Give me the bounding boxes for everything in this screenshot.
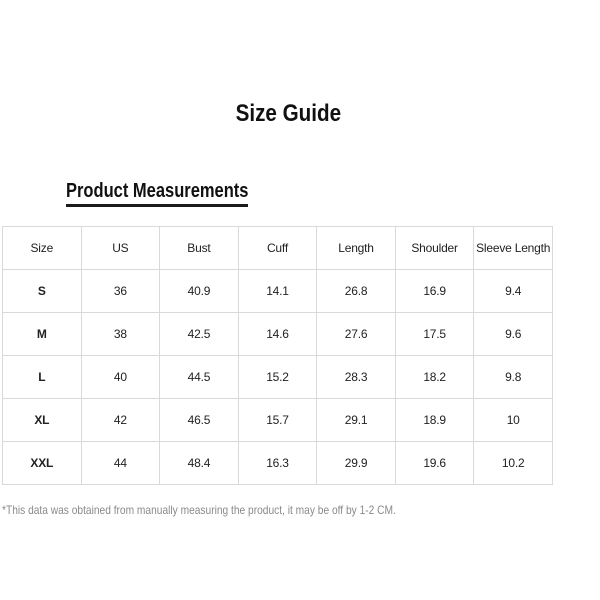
- shoulder-cell: 16.9: [395, 270, 474, 313]
- length-cell: 29.9: [317, 442, 396, 485]
- sleeve-length-cell: 10.2: [474, 442, 553, 485]
- column-header-length: Length: [317, 227, 396, 270]
- column-header-sleeve-length: Sleeve Length: [474, 227, 553, 270]
- section-heading-underline: [66, 204, 248, 207]
- cuff-cell: 14.1: [238, 270, 317, 313]
- size-table: [2, 226, 553, 485]
- column-header-shoulder: Shoulder: [395, 227, 474, 270]
- column-header-size: Size: [3, 227, 82, 270]
- table-row: [3, 399, 553, 442]
- shoulder-cell: 17.5: [395, 313, 474, 356]
- section-heading-text: Product Measurements: [66, 180, 249, 202]
- table-row: [3, 313, 553, 356]
- table-row: [3, 270, 553, 313]
- length-cell: 27.6: [317, 313, 396, 356]
- shoulder-cell: 18.9: [395, 399, 474, 442]
- cuff-cell: 14.6: [238, 313, 317, 356]
- length-cell: 29.1: [317, 399, 396, 442]
- table-row: [3, 442, 553, 485]
- column-header-cuff: Cuff: [238, 227, 317, 270]
- size-cell: M: [3, 313, 82, 356]
- bust-cell: 40.9: [160, 270, 239, 313]
- us-cell: 42: [81, 399, 160, 442]
- length-cell: 26.8: [317, 270, 396, 313]
- us-cell: 36: [81, 270, 160, 313]
- bust-cell: 46.5: [160, 399, 239, 442]
- sleeve-length-cell: 10: [474, 399, 553, 442]
- us-cell: 40: [81, 356, 160, 399]
- shoulder-cell: 19.6: [395, 442, 474, 485]
- us-cell: 38: [81, 313, 160, 356]
- table-header-row: [3, 227, 553, 270]
- cuff-cell: 16.3: [238, 442, 317, 485]
- size-cell: L: [3, 356, 82, 399]
- sleeve-length-cell: 9.4: [474, 270, 553, 313]
- sleeve-length-cell: 9.6: [474, 313, 553, 356]
- cuff-cell: 15.7: [238, 399, 317, 442]
- sleeve-length-cell: 9.8: [474, 356, 553, 399]
- bust-cell: 48.4: [160, 442, 239, 485]
- table-row: [3, 356, 553, 399]
- size-cell: S: [3, 270, 82, 313]
- shoulder-cell: 18.2: [395, 356, 474, 399]
- page-title-text: Size Guide: [235, 100, 341, 127]
- page-title: [0, 102, 576, 126]
- measurement-disclaimer: [2, 501, 465, 519]
- cuff-cell: 15.2: [238, 356, 317, 399]
- bust-cell: 44.5: [160, 356, 239, 399]
- column-header-bust: Bust: [160, 227, 239, 270]
- section-heading: [66, 181, 287, 202]
- size-cell: XL: [3, 399, 82, 442]
- us-cell: 44: [81, 442, 160, 485]
- length-cell: 28.3: [317, 356, 396, 399]
- size-cell: XXL: [3, 442, 82, 485]
- column-header-us: US: [81, 227, 160, 270]
- measurement-disclaimer-text: *This data was obtained from manually measuring the product, it may be off by 1-2 CM.: [2, 503, 396, 517]
- bust-cell: 42.5: [160, 313, 239, 356]
